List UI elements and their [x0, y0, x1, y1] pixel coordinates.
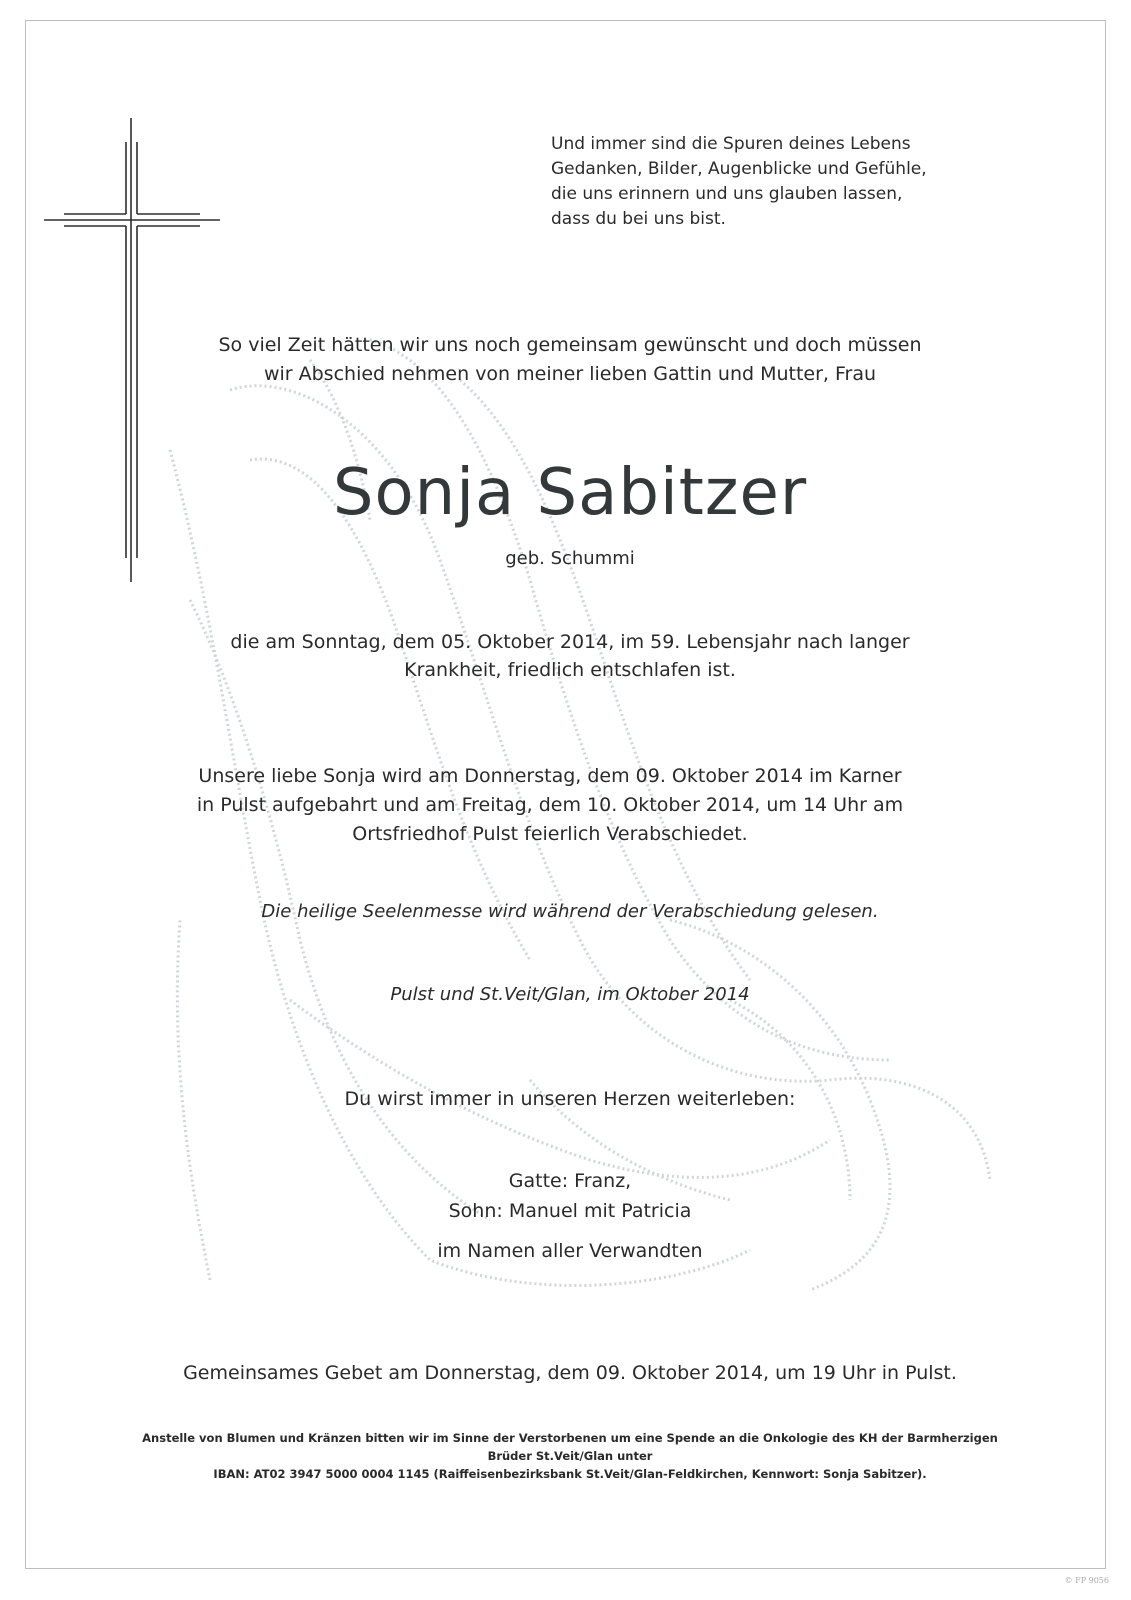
motto-line: Gedanken, Bilder, Augenblicke und Gefühle,	[551, 159, 927, 179]
motto-line: die uns erinnern und uns glauben lassen,	[551, 184, 903, 204]
deceased-name: Sonja Sabitzer	[332, 456, 808, 530]
death-line: die am Sonntag, dem 05. Oktober 2014, im 59. Lebensjahr nach langer	[230, 631, 910, 653]
intro-line: wir Abschied nehmen von meiner lieben Gattin und Mutter, Frau	[263, 363, 877, 385]
motto-verse	[551, 132, 991, 232]
mass-notice: Die heilige Seelenmesse wird während der Verabschiedung gelesen.	[261, 901, 879, 922]
relatives-line: im Namen aller Verwandten	[437, 1240, 703, 1262]
death-notice	[100, 628, 1040, 684]
place-date: Pulst und St.Veit/Glan, im Oktober 2014	[390, 984, 750, 1005]
intro-text	[100, 331, 1040, 389]
donation-line: Anstelle von Blumen und Kränzen bitten wir im Sinne der Verstorbenen um eine Spende an die Onkologie des KH der Barmherzigen	[142, 1431, 998, 1445]
intro-line: So viel Zeit hätten wir uns noch gemeinsam gewünscht und doch müssen	[218, 334, 922, 356]
funeral-line: Ortsfriedhof Pulst feierlich Verabschiedet.	[352, 823, 748, 845]
funeral-line: Unsere liebe Sonja wird am Donnerstag, dem 09. Oktober 2014 im Karner	[198, 765, 902, 787]
death-line: Krankheit, friedlich entschlafen ist.	[404, 659, 736, 681]
funeral-line: in Pulst aufgebahrt und am Freitag, dem 10. Oktober 2014, um 14 Uhr am	[196, 794, 904, 816]
memorial-line: Du wirst immer in unseren Herzen weiterleben:	[344, 1088, 796, 1110]
donation-line: IBAN: AT02 3947 5000 0004 1145 (Raiffeisenbezirksbank St.Veit/Glan-Feldkirchen, Kennwort: Sonja Sabitzer).	[213, 1467, 927, 1481]
funeral-details	[80, 762, 1020, 849]
mourner: Sohn: Manuel mit Patricia	[448, 1200, 692, 1222]
motto-line: dass du bei uns bist.	[551, 209, 726, 229]
prayer-notice: Gemeinsames Gebet am Donnerstag, dem 09. Oktober 2014, um 19 Uhr in Pulst.	[183, 1362, 957, 1384]
print-code: © FP 9056	[1064, 1576, 1109, 1585]
donation-line: Brüder St.Veit/Glan unter	[487, 1449, 653, 1463]
maiden-name: geb. Schummi	[505, 548, 635, 569]
donation-note	[100, 1429, 1040, 1483]
mourners-list	[100, 1166, 1040, 1226]
mourner: Gatte: Franz,	[508, 1170, 632, 1192]
motto-line: Und immer sind die Spuren deines Lebens	[551, 134, 911, 154]
